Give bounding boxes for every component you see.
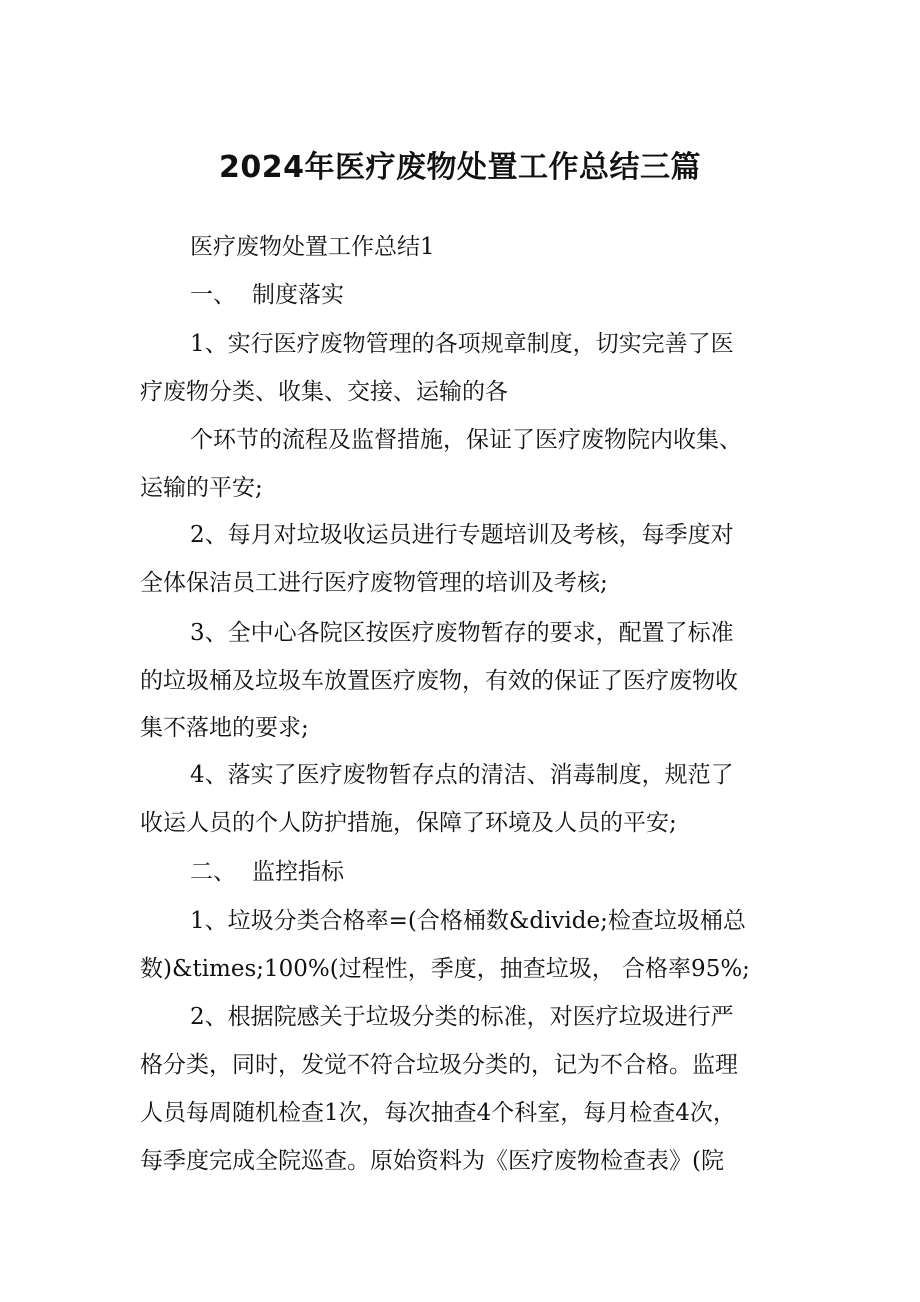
section-heading-text: 制度落实 <box>252 282 344 308</box>
paragraph-line: 3、全中心各院区按医疗废物暂存的要求，配置了标准 <box>190 620 734 646</box>
section-heading-text: 监控指标 <box>252 859 344 885</box>
paragraph-line: 疗废物分类、收集、交接、运输的各 <box>140 379 508 405</box>
paragraph-line: 4、落实了医疗废物暂存点的清洁、消毒制度，规范了 <box>190 762 734 788</box>
document-title: 2024年医疗废物处置工作总结三篇 <box>219 150 701 185</box>
section-heading-1 <box>190 277 344 313</box>
paragraph-line: 运输的平安; <box>140 475 263 501</box>
paragraph-line: 人员每周随机检查1次，每次抽查4个科室，每月检查4次， <box>140 1100 736 1126</box>
paragraph-line: 集不落地的要求; <box>140 715 309 741</box>
paragraph-line: 2、根据院感关于垃圾分类的标准，对医疗垃圾进行严 <box>190 1004 734 1030</box>
section-heading-2 <box>190 854 344 890</box>
paragraph-line: 1、实行医疗废物管理的各项规章制度，切实完善了医 <box>190 331 734 357</box>
section-number: 二、 <box>190 859 236 885</box>
paragraph-line: 每季度完成全院巡查。原始资料为《医疗废物检查表》(院 <box>140 1148 724 1174</box>
paragraph-line: 数)&times;100%(过程性，季度，抽查垃圾， 合格率95%; <box>140 956 750 982</box>
paragraph-line: 收运人员的个人防护措施，保障了环境及人员的平安; <box>140 810 677 836</box>
paragraph-line: 2、每月对垃圾收运员进行专题培训及考核，每季度对 <box>190 522 734 548</box>
section-number: 一、 <box>190 282 236 308</box>
paragraph-line: 1、垃圾分类合格率=(合格桶数&divide;检查垃圾桶总 <box>190 908 746 934</box>
paragraph-line: 全体保洁员工进行医疗废物管理的培训及考核; <box>140 570 608 596</box>
paragraph-line: 格分类，同时，发觉不符合垃圾分类的，记为不合格。监理 <box>140 1052 738 1078</box>
document-subtitle: 医疗废物处置工作总结1 <box>190 234 435 260</box>
paragraph-line: 个环节的流程及监督措施，保证了医疗废物院内收集、 <box>190 427 742 453</box>
paragraph-line: 的垃圾桶及垃圾车放置医疗废物，有效的保证了医疗废物收 <box>140 668 738 694</box>
